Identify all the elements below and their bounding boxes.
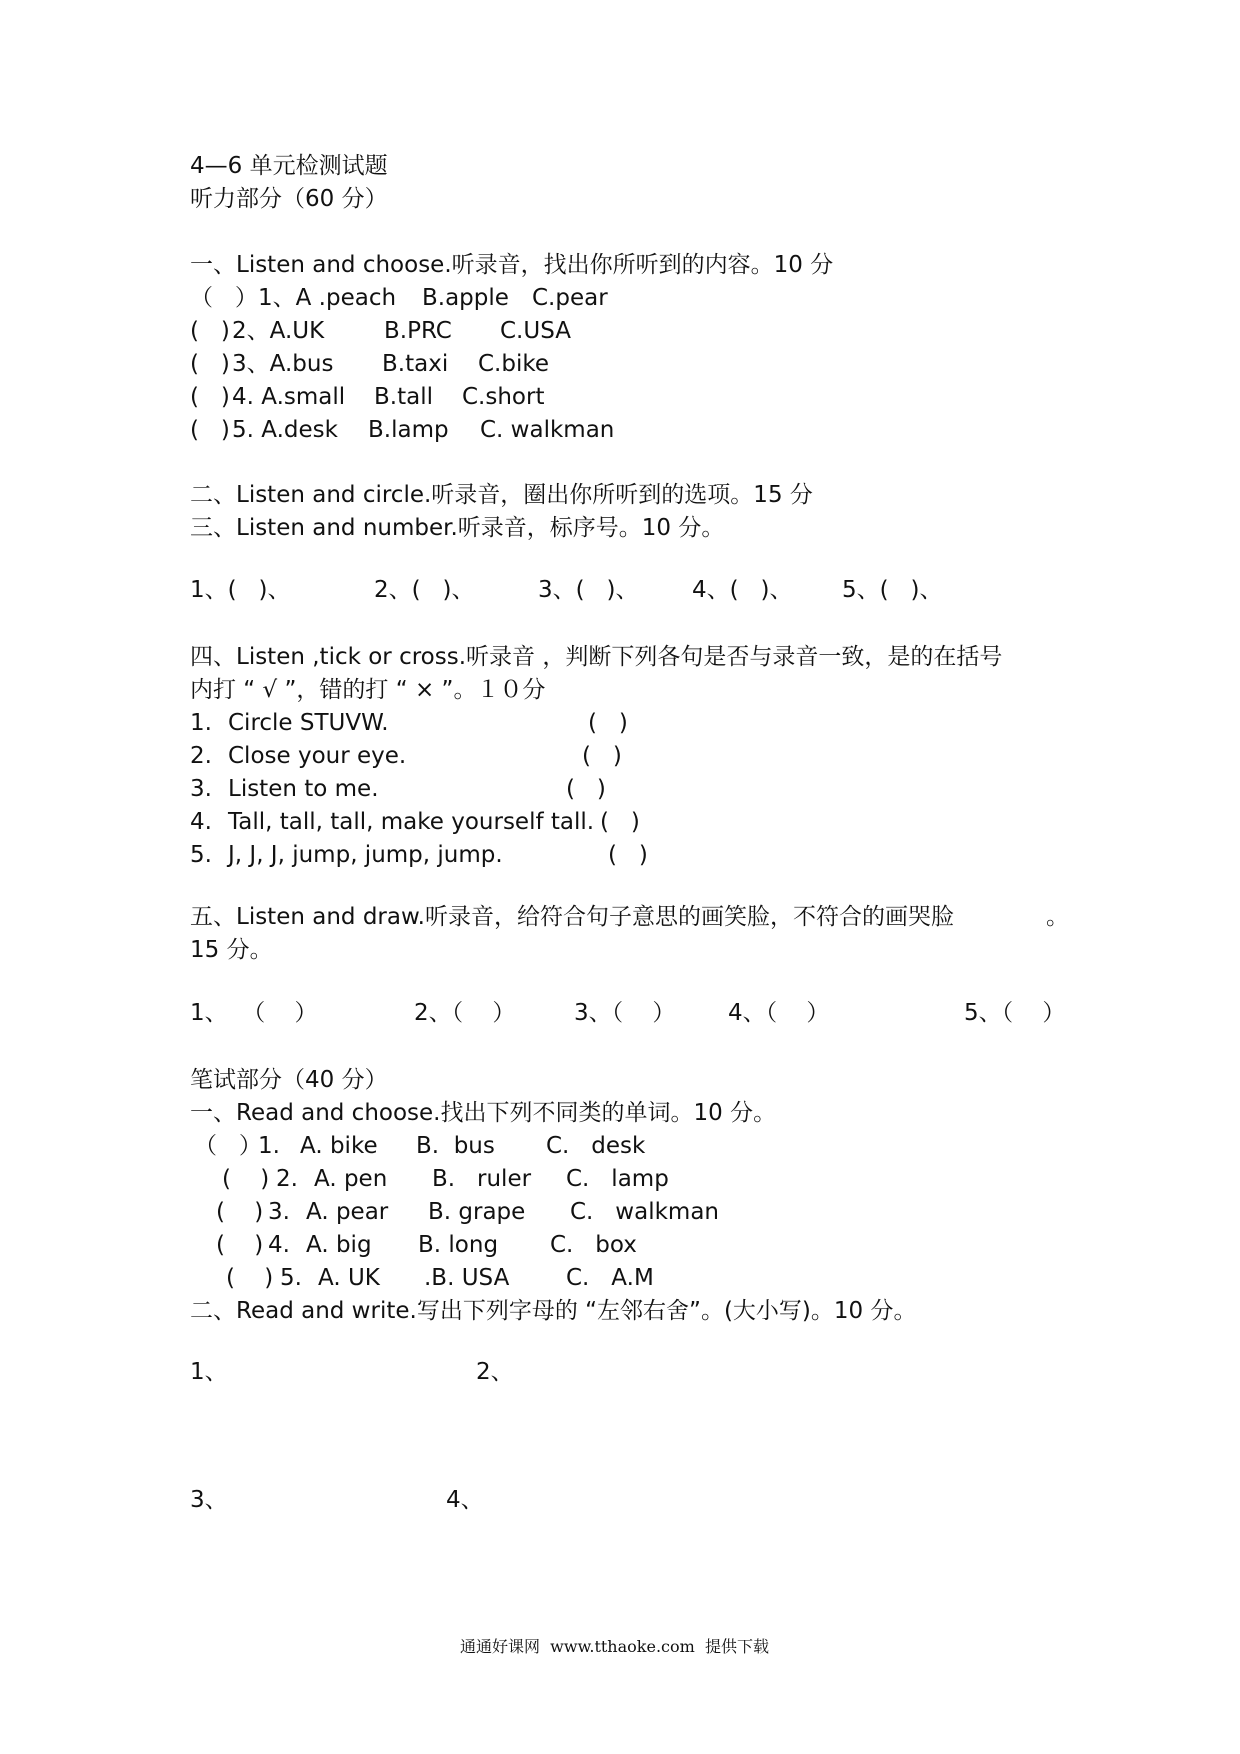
item-sentence: Listen to me.: [228, 776, 379, 802]
item-number: 4.: [268, 1232, 290, 1258]
option-b: B. long: [418, 1232, 499, 1258]
option-a: 2、A.UK: [232, 318, 325, 344]
writing-header: 笔试部分（40 分）: [190, 1067, 388, 1093]
answer-paren[interactable]: ( ): [190, 384, 230, 410]
item-sentence: J, J, J, jump, jump, jump.: [228, 842, 503, 868]
option-a: 5. A.desk: [232, 417, 338, 443]
answer-paren[interactable]: （ ）: [190, 285, 258, 311]
listening-header: 听力部分（60 分）: [190, 186, 388, 212]
option-c: C. A.M: [566, 1265, 654, 1291]
listening-s5-points: 15 分。: [190, 937, 273, 963]
option-a: A. pen: [314, 1166, 388, 1192]
number-blank[interactable]: 2、( )、: [374, 577, 475, 603]
item-number: 3.: [190, 776, 212, 802]
listening-s4-heading: 四、Listen ,tick or cross.听录音 ，判断下列各句是否与录音一致，是的在括号: [190, 644, 1003, 670]
writing-s1-heading: 一、Read and choose.找出下列不同类的单词。10 分。: [190, 1100, 777, 1126]
letter-slot[interactable]: 2、: [476, 1359, 514, 1385]
option-b: B. grape: [428, 1199, 526, 1225]
option-c: C.pear: [532, 285, 608, 311]
letter-slot[interactable]: 1、: [190, 1359, 228, 1385]
listening-s3-heading: 三、Listen and number.听录音，标序号。10 分。: [190, 515, 725, 541]
item-number: 4.: [190, 809, 212, 835]
option-c: C.bike: [478, 351, 550, 377]
option-b: B.apple: [422, 285, 509, 311]
item-number: 3.: [268, 1199, 290, 1225]
option-a: 1、A .peach: [258, 285, 397, 311]
option-a: A. big: [306, 1232, 372, 1258]
option-a: A. bike: [300, 1133, 378, 1159]
answer-paren[interactable]: ( ): [588, 710, 628, 736]
option-b: B.taxi: [382, 351, 449, 377]
item-sentence: Tall, tall, tall, make yourself tall.: [228, 809, 595, 835]
page-title: 4—6 单元检测试题: [190, 153, 388, 179]
item-number: 2.: [276, 1166, 298, 1192]
number-blank[interactable]: 4、( )、: [692, 577, 793, 603]
option-b: .B. USA: [424, 1265, 510, 1291]
listening-s2-heading: 二、Listen and circle.听录音，圈出你所听到的选项。15 分: [190, 482, 813, 508]
option-a: A. pear: [306, 1199, 389, 1225]
listening-s4-heading-cont: 内打 “ √ ”，错的打 “ × ”。１０分: [190, 677, 546, 703]
writing-s2-heading: 二、Read and write.写出下列字母的 “左邻右舍”。(大小写)。10 分。: [190, 1298, 917, 1324]
option-c: C. walkman: [480, 417, 615, 443]
item-number: 1.: [258, 1133, 280, 1159]
option-b: B.tall: [374, 384, 433, 410]
option-b: B.lamp: [368, 417, 449, 443]
answer-paren[interactable]: ( ): [190, 417, 230, 443]
answer-paren[interactable]: ( ): [190, 318, 230, 344]
item-number: 2.: [190, 743, 212, 769]
face-blank[interactable]: 5、（ ）: [964, 1000, 1066, 1026]
option-a: 3、A.bus: [232, 351, 334, 377]
option-b: B.PRC: [384, 318, 452, 344]
answer-paren[interactable]: （ ）: [194, 1133, 262, 1159]
answer-paren[interactable]: ( ): [608, 842, 648, 868]
letter-slot[interactable]: 3、: [190, 1487, 228, 1513]
item-sentence: Close your eye.: [228, 743, 407, 769]
option-a: A. UK: [318, 1265, 380, 1291]
face-blank[interactable]: 3、（ ）: [574, 1000, 676, 1026]
answer-paren[interactable]: ( ): [566, 776, 606, 802]
answer-paren[interactable]: ( ): [216, 1199, 264, 1225]
listening-s5-heading-end: 。: [1046, 904, 1069, 930]
listening-s5-heading: 五、Listen and draw.听录音，给符合句子意思的画笑脸，不符合的画哭脸: [190, 904, 954, 930]
answer-paren[interactable]: ( ): [216, 1232, 264, 1258]
number-blank[interactable]: 5、( )、: [842, 577, 943, 603]
answer-paren[interactable]: ( ): [582, 743, 622, 769]
item-number: 1.: [190, 710, 212, 736]
option-b: B. ruler: [432, 1166, 532, 1192]
answer-paren[interactable]: ( ): [222, 1166, 270, 1192]
number-blank[interactable]: 1、( )、: [190, 577, 291, 603]
option-c: C. walkman: [570, 1199, 719, 1225]
option-b: B. bus: [416, 1133, 495, 1159]
answer-paren[interactable]: ( ): [190, 351, 230, 377]
face-blank[interactable]: 1、 （ ）: [190, 1000, 318, 1026]
answer-paren[interactable]: ( ): [226, 1265, 274, 1291]
option-c: C.USA: [500, 318, 571, 344]
item-number: 5.: [190, 842, 212, 868]
footer-source: 通通好课网 www.tthaoke.com 提供下载: [460, 1637, 769, 1656]
face-blank[interactable]: 4、（ ）: [728, 1000, 830, 1026]
option-c: C. desk: [546, 1133, 646, 1159]
number-blank[interactable]: 3、( )、: [538, 577, 639, 603]
option-a: 4. A.small: [232, 384, 346, 410]
item-sentence: Circle STUVW.: [228, 710, 389, 736]
listening-s1-heading: 一、Listen and choose.听录音，找出你所听到的内容。10 分: [190, 252, 834, 278]
answer-paren[interactable]: ( ): [600, 809, 640, 835]
letter-slot[interactable]: 4、: [446, 1487, 484, 1513]
face-blank[interactable]: 2、（ ）: [414, 1000, 516, 1026]
option-c: C.short: [462, 384, 545, 410]
option-c: C. box: [550, 1232, 637, 1258]
option-c: C. lamp: [566, 1166, 669, 1192]
item-number: 5.: [280, 1265, 302, 1291]
